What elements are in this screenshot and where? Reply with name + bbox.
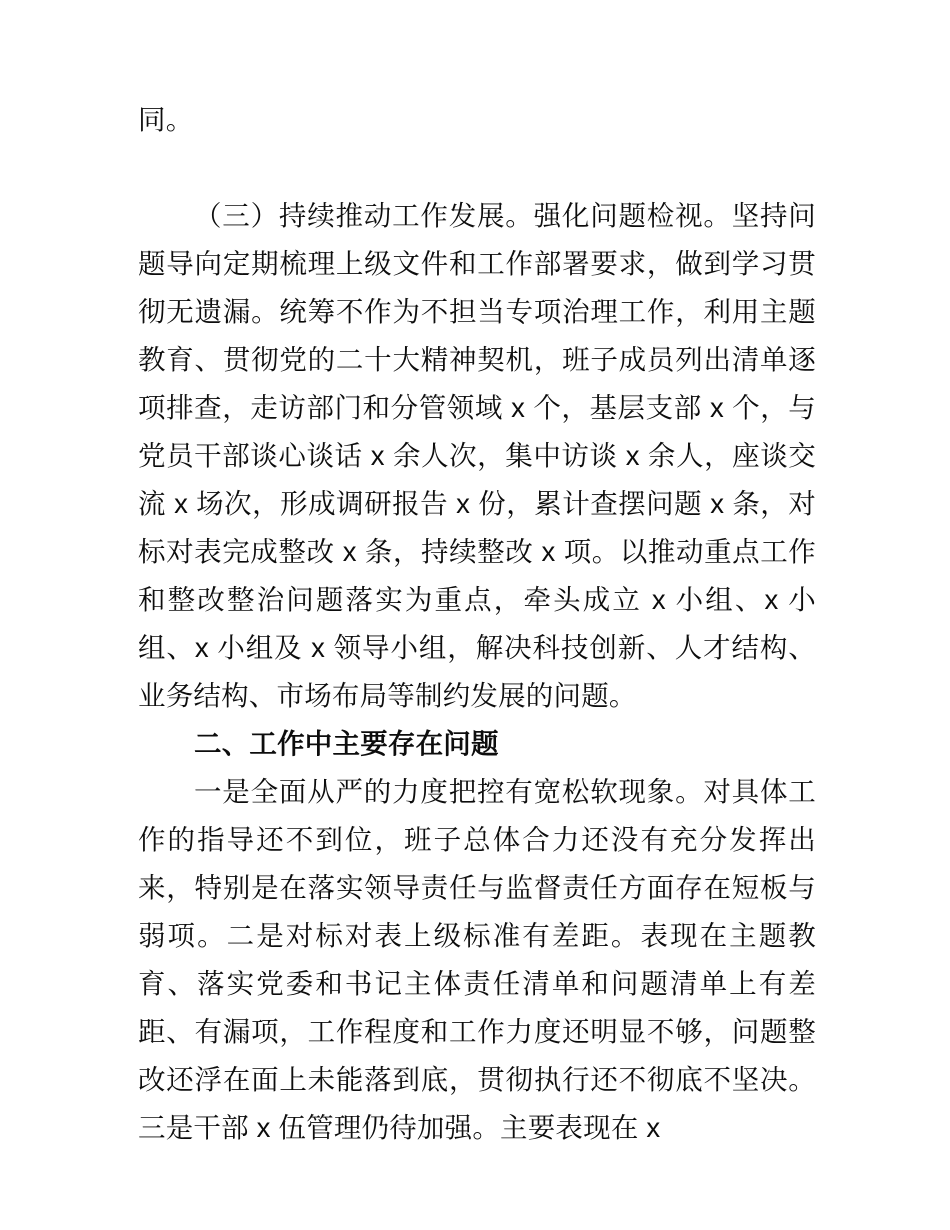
paragraph-gap xyxy=(138,144,816,192)
paragraph-continuation-line: 同。 xyxy=(138,104,194,135)
paragraph-section-one-three: （三）持续推动工作发展。强化问题检视。坚持问题导向定期梳理上级文件和工作部署要求，做到学习贯彻无遗漏。统筹不作为不担当专项治理工作，利用主题教育、贯彻党的二十大精神契机，班子成员列出清单逐项排查，走访部门和分管领域 x 个，基层支部 x 个，与党员干部谈心谈话 x 余人次，集中访谈 x 余人，座谈交流 x 场次，形成调研报告 x 份，累计查摆问题 x 条，对标对表完成整改 x 条，持续整改 x 项。以推动重点工作和整改整治问题落实为重点，牵头成立 x 小组、x 小组、x 小组及 x 领导小组，解决科技创新、人才结构、业务结构、市场布局等制约发展的问题。 xyxy=(138,200,816,711)
document-text-column xyxy=(138,96,816,1152)
heading-section-two: 二、工作中主要存在问题 xyxy=(194,728,499,759)
paragraph-section-two-body: 一是全面从严的力度把控有宽松软现象。对具体工作的指导还不到位，班子总体合力还没有充分发挥出来，特别是在落实领导责任与监督责任方面存在短板与弱项。二是对标对表上级标准有差距。表现在主题教育、落实党委和书记主体责任清单和问题清单上有差距、有漏项，工作程度和工作力度还明显不够，问题整改还浮在面上未能落到底，贯彻执行还不彻底不坚决。三是干部 x 伍管理仍待加强。主要表现在 x xyxy=(138,776,816,1143)
